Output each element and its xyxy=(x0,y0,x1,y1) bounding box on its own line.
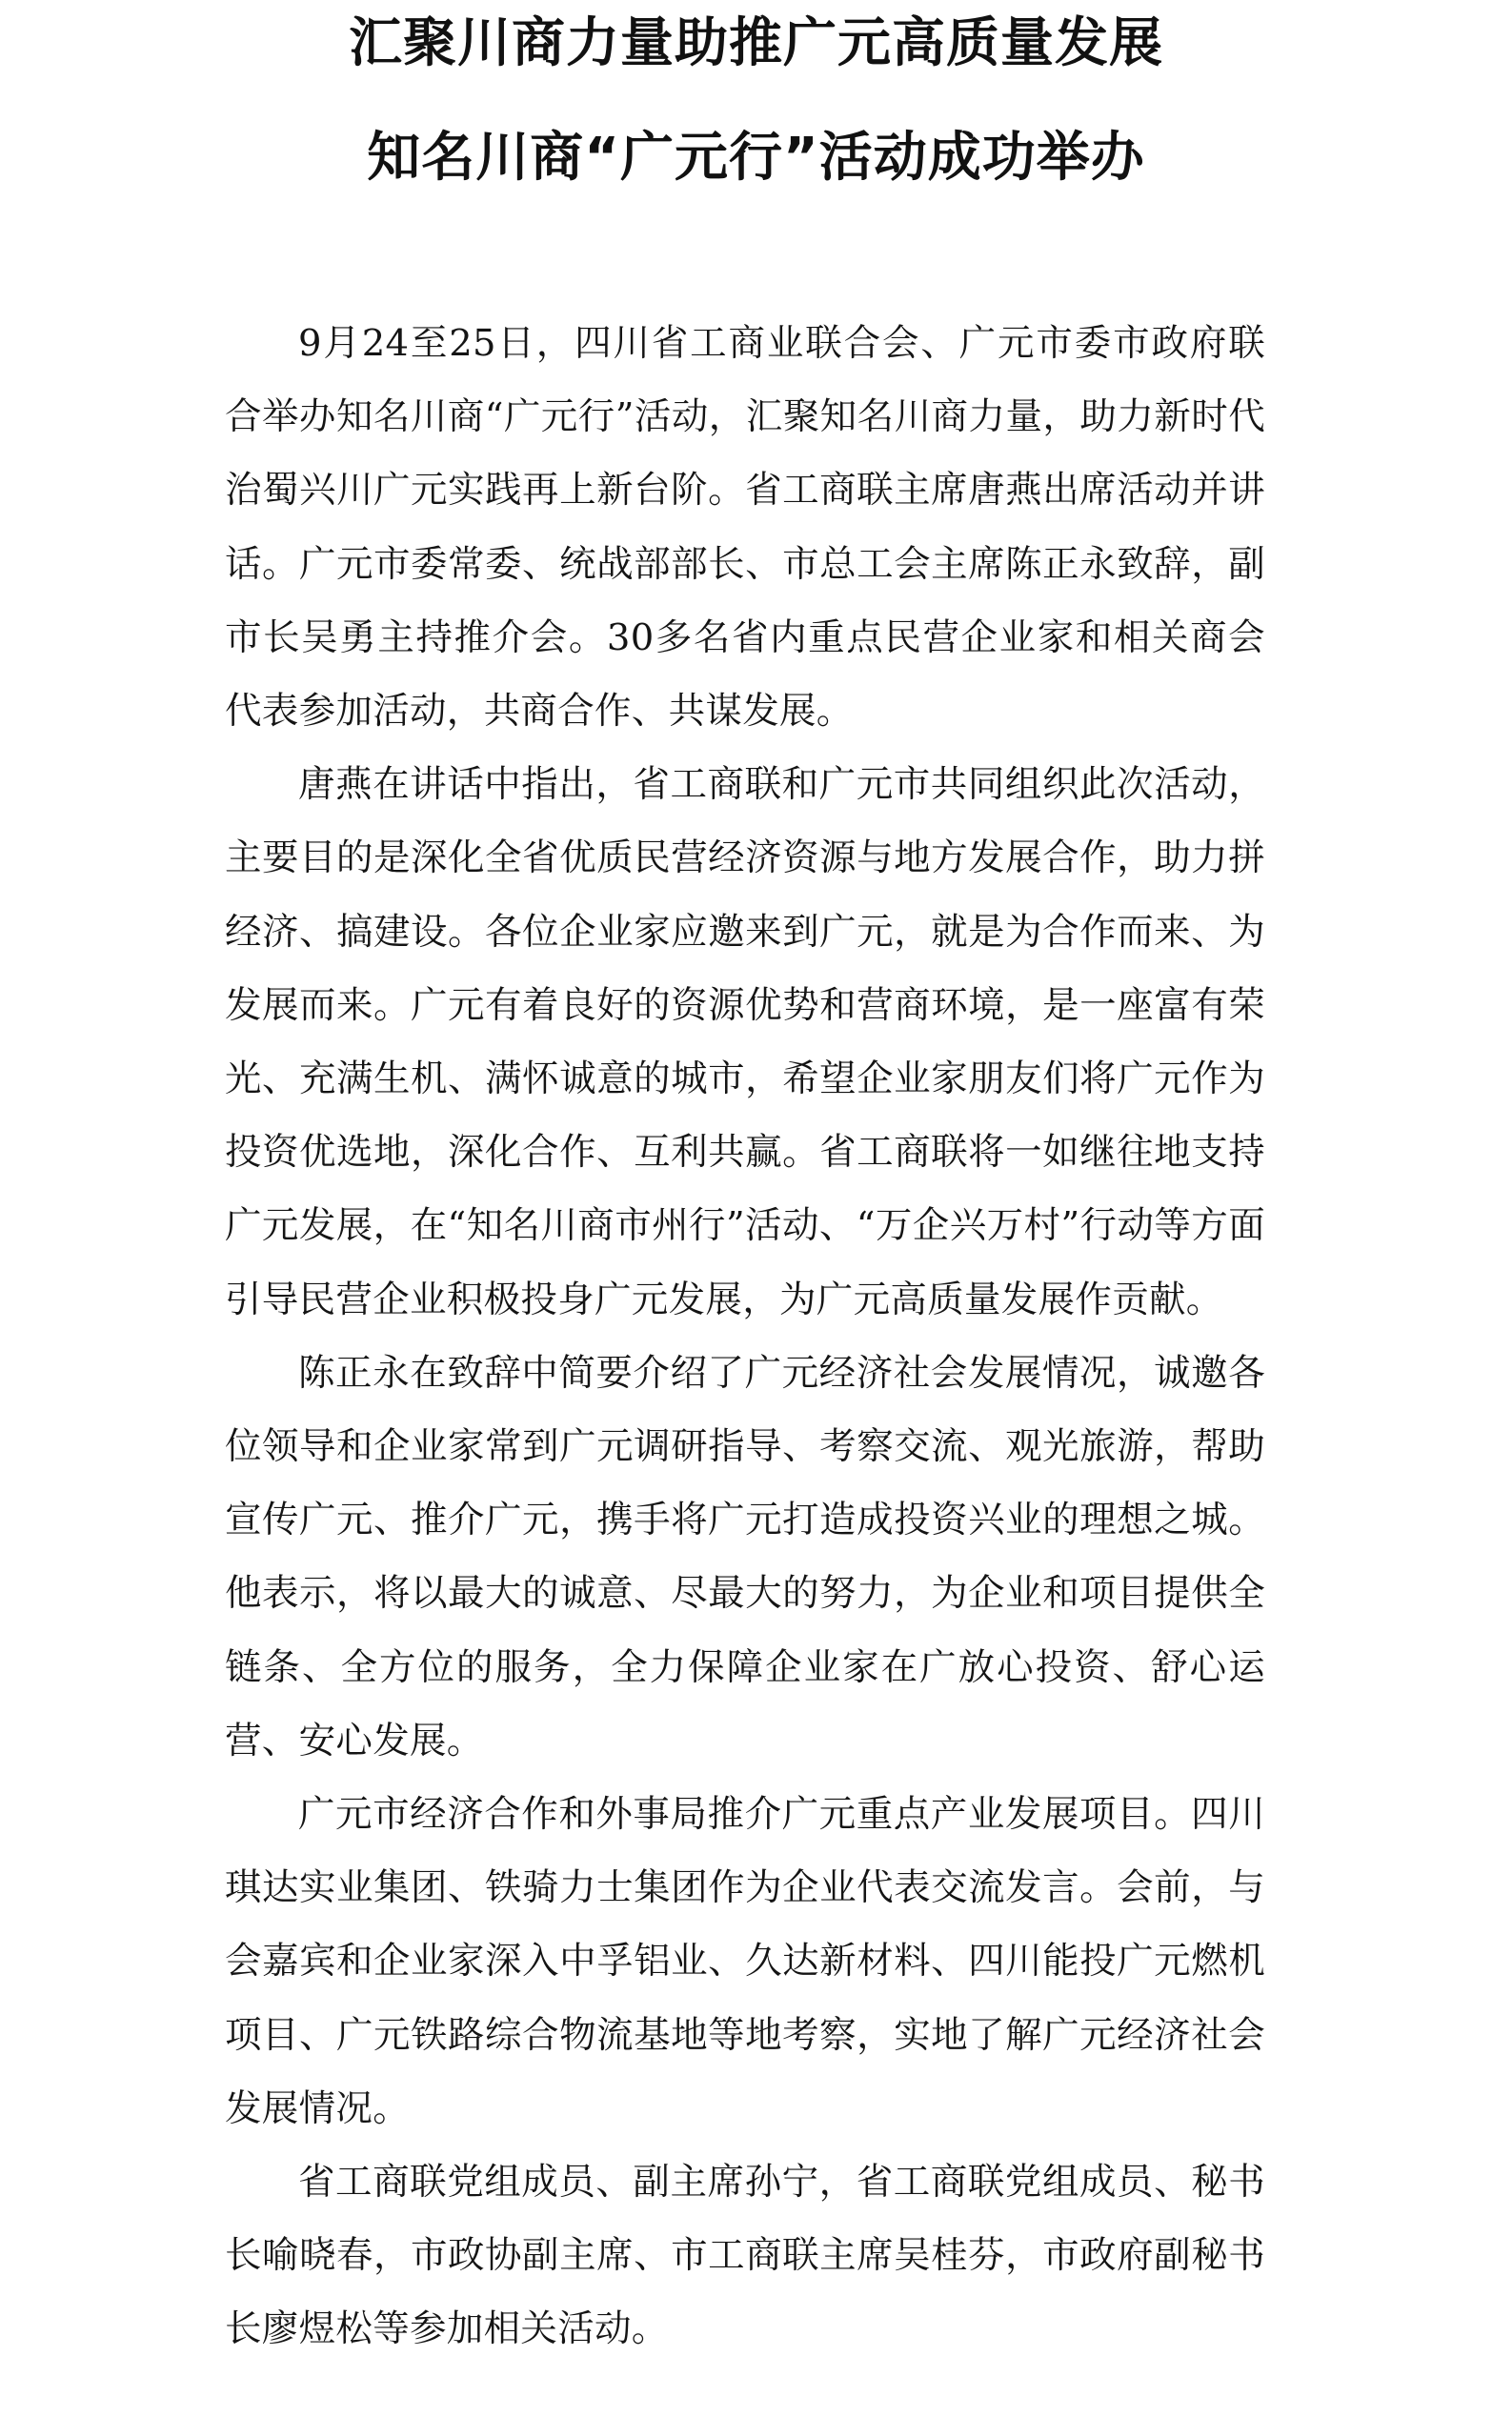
article-body xyxy=(225,307,1265,2367)
paragraph-1: 9月24至25日，四川省工商业联合会、广元市委市政府联合举办知名川商“广元行”活动，汇聚知名川商力量，助力新时代治蜀兴川广元实践再上新台阶。省工商联主席唐燕出席活动并讲话。广元市委常委、统战部部长、市总工会主席陈正永致辞，副市长吴勇主持推介会。30多名省内重点民营企业家和相关商会代表参加活动，共商合作、共谋发展。 xyxy=(225,322,1265,734)
paragraph-2: 唐燕在讲话中指出，省工商联和广元市共同组织此次活动，主要目的是深化全省优质民营经济资源与地方发展合作，助力拼经济、搞建设。各位企业家应邀来到广元，就是为合作而来、为发展而来。广元有着良好的资源优势和营商环境，是一座富有荣光、充满生机、满怀诚意的城市，希望企业家朋友们将广元作为投资优选地，深化合作、互利共赢。省工商联将一如继往地支持广元发展，在“知名川商市州行”活动、“万企兴万村”行动等方面引导民营企业积极投身广元发展，为广元高质量发展作贡献。 xyxy=(225,763,1265,1321)
paragraph-3: 陈正永在致辞中简要介绍了广元经济社会发展情况，诚邀各位领导和企业家常到广元调研指导、考察交流、观光旅游，帮助宣传广元、推介广元，携手将广元打造成投资兴业的理想之城。他表示，将以最大的诚意、尽最大的努力，为企业和项目提供全链条、全方位的服务，全力保障企业家在广放心投资、舒心运营、安心发展。 xyxy=(225,1351,1265,1762)
headline-line-1: 汇聚川商力量助推广元高质量发展 xyxy=(349,12,1163,74)
paragraph-5: 省工商联党组成员、副主席孙宁，省工商联党组成员、秘书长喻晓春，市政协副主席、市工商联主席吴桂芬，市政府副秘书长廖煜松等参加相关活动。 xyxy=(225,2161,1265,2351)
paragraph-4: 广元市经济合作和外事局推介广元重点产业发展项目。四川琪达实业集团、铁骑力士集团作为企业代表交流发言。会前，与会嘉宾和企业家深入中孚铝业、久达新材料、四川能投广元燃机项目、广元铁路综合物流基地等地考察，实地了解广元经济社会发展情况。 xyxy=(225,1793,1265,2130)
headline-line-2: 知名川商“广元行”活动成功举办 xyxy=(367,127,1145,189)
